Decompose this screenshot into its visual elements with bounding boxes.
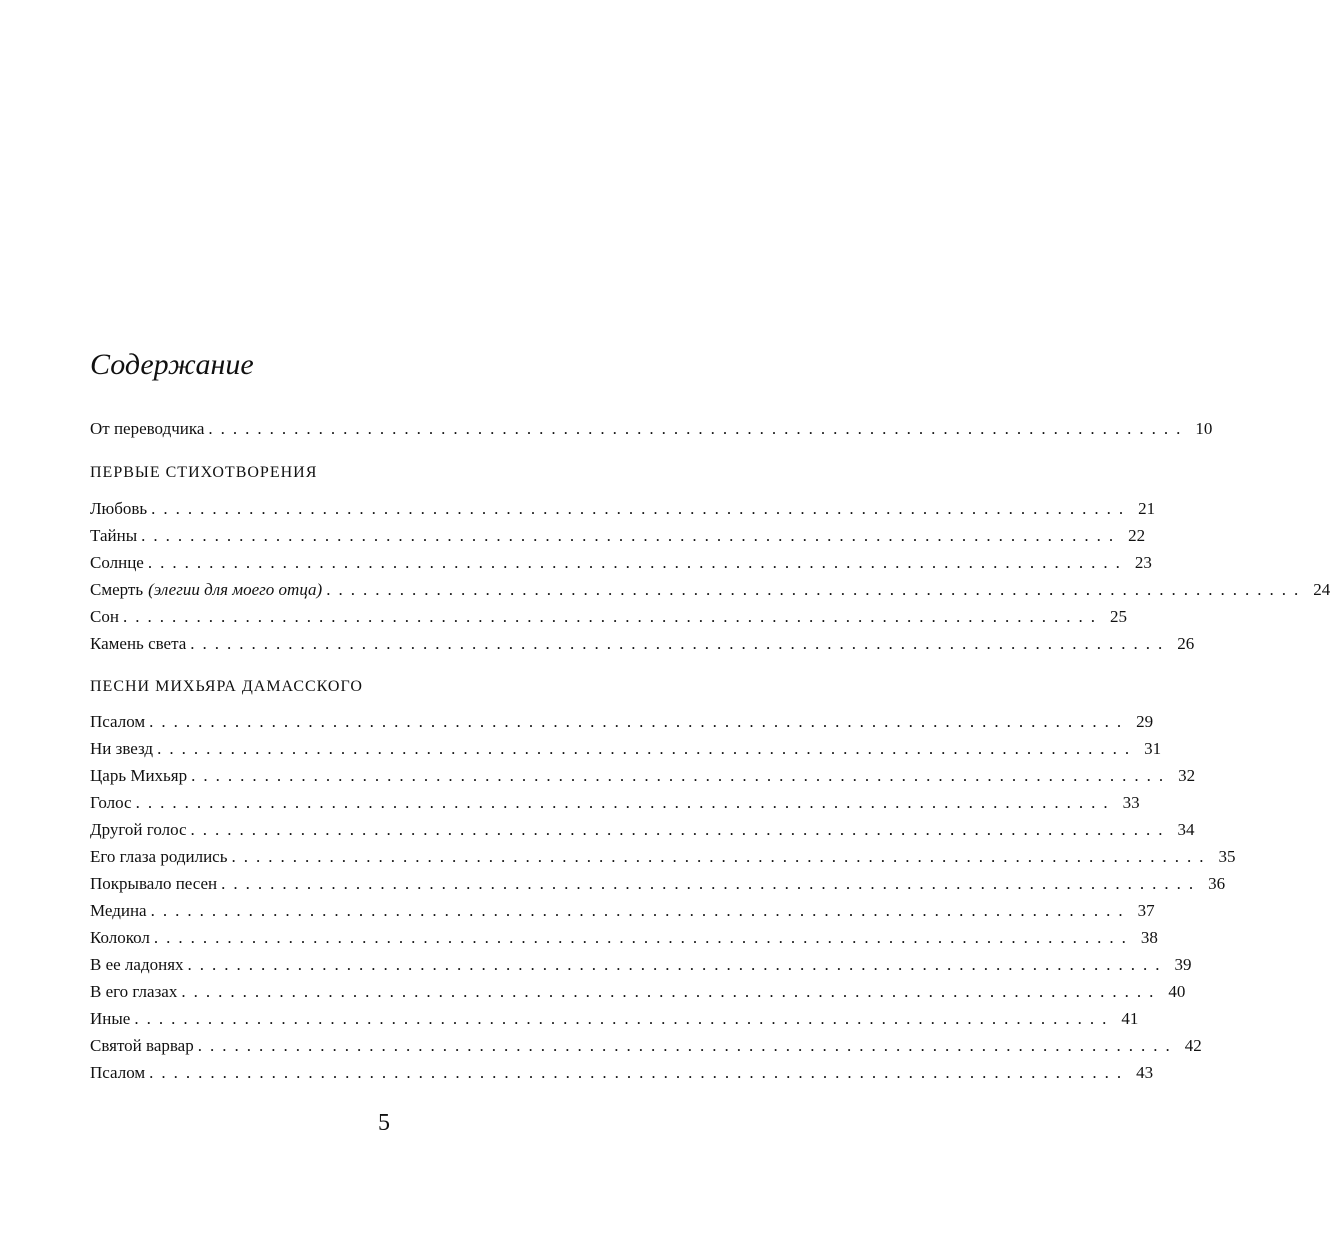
toc-entry xyxy=(90,762,1196,789)
toc-entry-page: 22 xyxy=(1128,526,1146,545)
dot-leader: ................................................................................ xyxy=(190,820,1171,839)
toc-entry-label: Колокол xyxy=(90,928,150,947)
toc-entry xyxy=(90,924,1158,951)
toc-entry-page: 41 xyxy=(1121,1009,1139,1028)
dot-leader: ................................................................................ xyxy=(326,580,1307,599)
dot-leader: ................................................................................ xyxy=(221,874,1202,893)
toc-entry-label: Покрывало песен xyxy=(90,874,218,893)
dot-leader: ................................................................................ xyxy=(149,712,1130,731)
toc-entry xyxy=(90,603,1127,630)
dot-leader: ................................................................................ xyxy=(197,1036,1178,1055)
toc-entry xyxy=(90,1005,1139,1032)
dot-leader: ................................................................................ xyxy=(149,1063,1130,1082)
toc-entry-label: Другой голос xyxy=(90,820,187,839)
toc-entry xyxy=(90,1059,1154,1086)
toc-entry-page: 21 xyxy=(1138,499,1156,518)
toc-entry-page: 40 xyxy=(1168,982,1186,1001)
toc-entry-page: 38 xyxy=(1140,928,1158,947)
toc-entry xyxy=(90,870,1226,897)
toc-entry-page: 32 xyxy=(1178,766,1196,785)
toc-entry-label: Ни звезд xyxy=(90,739,154,758)
toc-entry-label: Его глаза родились xyxy=(90,847,228,866)
toc-entry xyxy=(90,522,1146,549)
toc-entry-page: 26 xyxy=(1177,634,1195,653)
toc-entry-page: 35 xyxy=(1218,847,1236,866)
dot-leader: ................................................................................ xyxy=(208,419,1189,438)
dot-leader: ................................................................................ xyxy=(231,847,1212,866)
toc-entry xyxy=(90,630,1195,657)
dot-leader: ................................................................................ xyxy=(141,526,1122,545)
dot-leader: ................................................................................ xyxy=(157,739,1138,758)
toc-entry-page: 25 xyxy=(1109,607,1127,626)
toc-entry xyxy=(90,735,1162,762)
toc-entry-note: (элегии для моего отца) xyxy=(148,580,323,599)
toc-entry-label: Камень света xyxy=(90,634,187,653)
dot-leader: ................................................................................ xyxy=(150,901,1131,920)
toc-entry-page: 23 xyxy=(1134,553,1152,572)
dot-leader: ................................................................................ xyxy=(187,955,1168,974)
toc-entry-label: Царь Михьяр xyxy=(90,766,188,785)
toc-entry-label: Псалом xyxy=(90,712,146,731)
section-title-first-poems: ПЕРВЫЕ СТИХОТВОРЕНИЯ xyxy=(90,464,318,481)
toc-entry xyxy=(90,1032,1202,1059)
dot-leader: ................................................................................ xyxy=(153,928,1134,947)
toc-entry xyxy=(90,549,1152,576)
toc-entry-label: В ее ладонях xyxy=(90,955,184,974)
toc-entry-page: 42 xyxy=(1184,1036,1202,1055)
toc-entry-label: Смерть xyxy=(90,580,144,599)
contents-title: Содержание xyxy=(90,348,254,381)
toc-entry xyxy=(90,816,1195,843)
toc-entry-page: 10 xyxy=(1195,419,1213,438)
dot-leader: ................................................................................ xyxy=(191,766,1172,785)
toc-entry-label: Медина xyxy=(90,901,147,920)
dot-leader: ................................................................................ xyxy=(134,1009,1115,1028)
dot-leader: ................................................................................ xyxy=(190,634,1171,653)
toc-entry-page: 29 xyxy=(1136,712,1154,731)
section-entries-songs-of-mihyar xyxy=(90,708,1236,1086)
toc-entry xyxy=(90,576,1330,603)
toc-entry-page: 36 xyxy=(1208,874,1226,893)
toc-entry-label: Псалом xyxy=(90,1063,146,1082)
toc-entry xyxy=(90,708,1154,735)
toc-entry-label: Любовь xyxy=(90,499,148,518)
toc-entry-page: 39 xyxy=(1174,955,1192,974)
toc-entry-page: 33 xyxy=(1122,793,1140,812)
toc-entry-page: 43 xyxy=(1136,1063,1154,1082)
toc-entry xyxy=(90,978,1186,1005)
toc-entry-label: Иные xyxy=(90,1009,131,1028)
toc-entry-label: В его глазах xyxy=(90,982,178,1001)
toc-entry xyxy=(90,951,1192,978)
toc-entry-label: Солнце xyxy=(90,553,144,572)
dot-leader: ................................................................................ xyxy=(135,793,1116,812)
toc-entry-page: 31 xyxy=(1144,739,1162,758)
toc-entry xyxy=(90,495,1156,522)
section-entries-first-poems xyxy=(90,495,1330,657)
dot-leader: ................................................................................ xyxy=(181,982,1162,1001)
toc-entry-page: 24 xyxy=(1313,580,1330,599)
toc-entry xyxy=(90,789,1140,816)
dot-leader: ................................................................................ xyxy=(147,553,1128,572)
toc-entry-intro xyxy=(90,415,1213,442)
toc-entry xyxy=(90,843,1236,870)
dot-leader: ................................................................................ xyxy=(122,607,1103,626)
toc-entry-label: Святой варвар xyxy=(90,1036,194,1055)
toc-entry xyxy=(90,897,1155,924)
toc-entry-label: Сон xyxy=(90,607,119,626)
toc-entry-label: От переводчика xyxy=(90,419,205,438)
dot-leader: ................................................................................ xyxy=(151,499,1132,518)
toc-entry-label: Тайны xyxy=(90,526,138,545)
toc-entry-page: 37 xyxy=(1137,901,1155,920)
section-title-songs-of-mihyar: ПЕСНИ МИХЬЯРА ДАМАССКОГО xyxy=(90,678,363,695)
page-number: 5 xyxy=(378,1110,390,1136)
toc-entry-label: Голос xyxy=(90,793,132,812)
toc-entry-page: 34 xyxy=(1177,820,1195,839)
table-of-contents xyxy=(90,415,1330,1086)
